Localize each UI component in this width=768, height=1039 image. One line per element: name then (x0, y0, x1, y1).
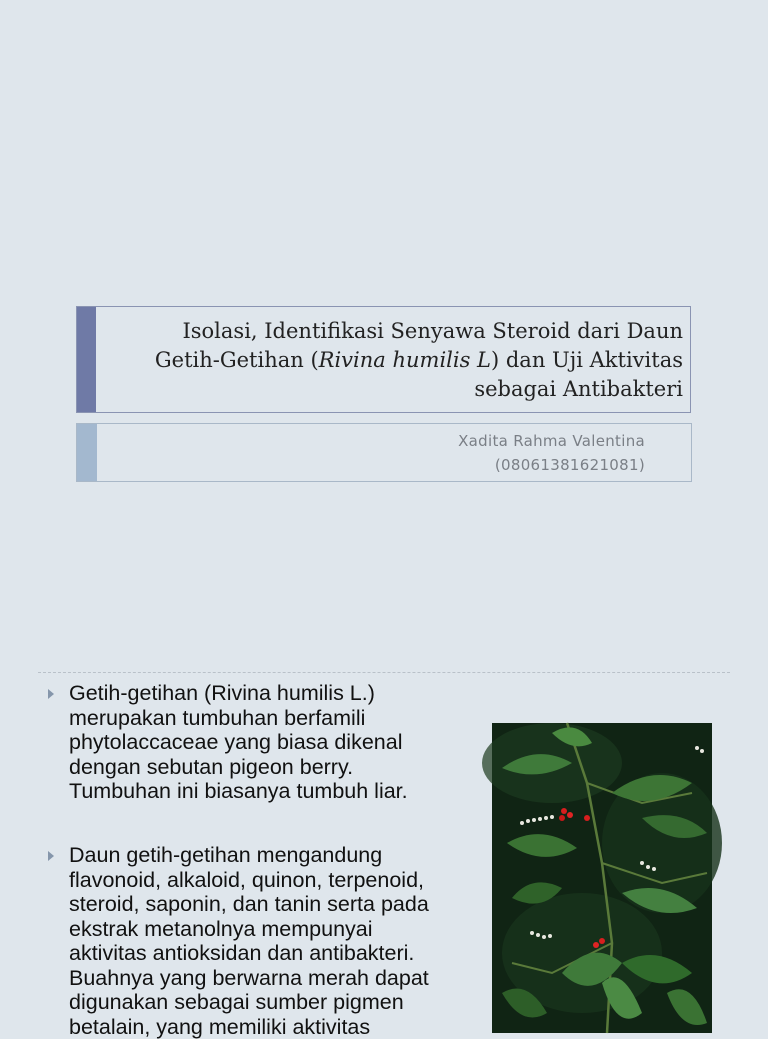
bullet-line: merupakan tumbuhan berfamili (69, 706, 458, 731)
bullet-item-2 (48, 843, 458, 1039)
slide-divider (38, 672, 730, 673)
bullet-line: ekstrak metanolnya mempunyai (69, 917, 458, 942)
title-line-2-suffix: ) dan Uji Aktivitas (491, 348, 683, 372)
title-accent-bar (77, 307, 96, 412)
content-slide (0, 674, 768, 1024)
title-line-2-prefix: Getih-Getihan ( (155, 348, 319, 372)
subtitle-box (76, 423, 692, 482)
subtitle-accent-bar (77, 424, 97, 481)
bullet-line: Buahnya yang berwarna merah dapat (69, 966, 458, 991)
bullet-line: digunakan sebagai sumber pigmen (69, 990, 458, 1015)
bullet-line: Daun getih-getihan mengandung (69, 843, 458, 868)
title-line-3: sebagai Antibakteri (103, 375, 683, 404)
bullet-line: steroid, saponin, dan tanin serta pada (69, 892, 458, 917)
title-line-2 (103, 346, 683, 375)
bullet-line: phytolaccaceae yang biasa dikenal (69, 730, 458, 755)
author-name: Xadita Rahma Valentina (245, 429, 645, 453)
bullet-line: Tumbuhan ini biasanya tumbuh liar. (69, 779, 458, 804)
bullet-item-1 (48, 681, 458, 804)
bullet-line: betalain, yang memiliki aktivitas (69, 1015, 458, 1039)
bullet-arrow-icon (48, 689, 54, 699)
slide-title (103, 317, 683, 404)
bullet-line: dengan sebutan pigeon berry. (69, 755, 458, 780)
author-id: (08061381621081) (245, 453, 645, 477)
bullet-line: flavonoid, alkaloid, quinon, terpenoid, (69, 868, 458, 893)
bullet-arrow-icon (48, 851, 54, 861)
bullet-text-1 (69, 681, 458, 804)
species-name: Rivina humilis L (319, 348, 491, 372)
bullet-line: aktivitas antioksidan dan antibakteri. (69, 941, 458, 966)
bullet-text-2 (69, 843, 458, 1039)
title-box (76, 306, 691, 413)
bullet-line: Getih-getihan (Rivina humilis L.) (69, 681, 458, 706)
plant-photo (492, 723, 712, 1033)
plant-photo-illustration (492, 723, 712, 1033)
author-info (245, 429, 645, 477)
title-line-1: Isolasi, Identifikasi Senyawa Steroid dari Daun (103, 317, 683, 346)
